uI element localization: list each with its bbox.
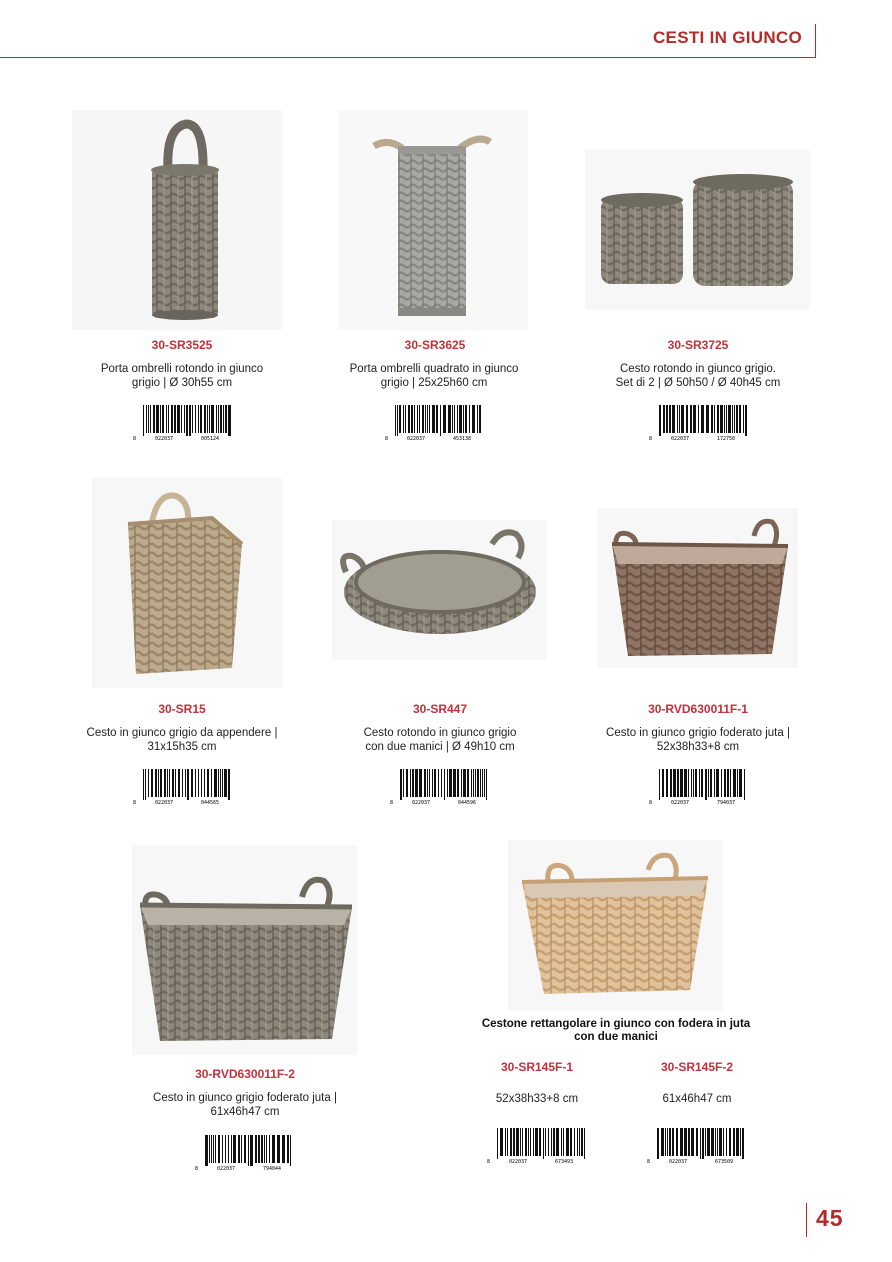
page-number-divider <box>806 1203 807 1237</box>
barcode <box>388 768 493 806</box>
product-description: Porta ombrelli quadrato in giunco grigio | 25x25h60 cm <box>349 363 519 389</box>
barcode <box>645 1127 750 1165</box>
page-title: CESTI IN GIUNCO <box>652 28 802 47</box>
barcode-digits-right: 794044 <box>263 1166 282 1172</box>
product-code: 30-RVD630011F-2 <box>195 1067 295 1081</box>
variant-size: 61x46h47 cm <box>662 1093 732 1105</box>
product-code: 30-SR3625 <box>404 338 466 352</box>
barcode <box>193 1134 298 1172</box>
barcode-digits-right: 005124 <box>201 436 220 442</box>
barcode-digit-lead: 8 <box>647 1159 651 1165</box>
product-photo-hanging-basket <box>92 478 282 688</box>
barcode-digits-right: 172750 <box>717 436 736 442</box>
barcode-digits-left: 022037 <box>217 1166 236 1172</box>
barcode-digit-lead: 8 <box>133 436 137 442</box>
barcode-digits-right: 673509 <box>715 1159 734 1165</box>
barcode-digits-left: 022037 <box>155 436 174 442</box>
barcode-bars <box>143 769 230 800</box>
barcode-bars <box>143 405 231 436</box>
barcode-bars <box>400 769 487 800</box>
barcode <box>383 404 488 442</box>
barcode <box>131 768 236 806</box>
barcode-digit-lead: 8 <box>487 1159 491 1165</box>
barcode-digit-lead: 8 <box>195 1166 199 1172</box>
barcode-digits-left: 022037 <box>412 800 431 806</box>
product-code: 30-SR447 <box>412 702 468 716</box>
product-photo-umbrella-square <box>338 110 528 330</box>
header-divider <box>815 24 816 58</box>
product-code: 30-SR3525 <box>151 338 213 352</box>
product-code: 30-RVD630011F-1 <box>648 702 748 716</box>
product-photo-round-tray <box>332 520 547 660</box>
barcode-digit-lead: 8 <box>133 800 137 806</box>
barcode-digits-left: 022037 <box>407 436 426 442</box>
barcode-digit-lead: 8 <box>649 800 653 806</box>
barcode-digit-lead: 8 <box>649 436 653 442</box>
barcode-bars <box>497 1128 585 1159</box>
barcode-digits-left: 022037 <box>671 800 690 806</box>
header-rule <box>0 57 816 58</box>
product-code: 30-SR3725 <box>667 338 729 352</box>
product-photo-lined-basket-large <box>132 845 357 1055</box>
group-title: Cestone rettangolare in giunco con fodera in juta con due manici <box>481 1018 751 1043</box>
product-description: Cesto rotondo in giunco grigio con due manici | Ø 49h10 cm <box>363 727 517 753</box>
product-description: Porta ombrelli rotondo in giunco grigio | Ø 30h55 cm <box>100 363 264 389</box>
barcode-digit-lead: 8 <box>390 800 394 806</box>
barcode-digits-left: 022037 <box>669 1159 688 1165</box>
product-photo-umbrella-round <box>72 110 282 330</box>
barcode-digits-left: 022037 <box>671 436 690 442</box>
barcode-digit-lead: 8 <box>385 436 389 442</box>
barcode <box>647 404 752 442</box>
product-description: Cesto in giunco grigio foderato juta | 61x46h47 cm <box>153 1092 337 1118</box>
barcode-bars <box>205 1135 291 1166</box>
barcode-bars <box>395 405 481 436</box>
barcode-digits-left: 022037 <box>509 1159 528 1165</box>
product-photo-lined-basket <box>598 508 798 668</box>
barcode-digits-left: 022037 <box>155 800 174 806</box>
barcode-bars <box>659 405 747 436</box>
page-number: 45 <box>816 1205 844 1231</box>
product-description: Cesto in giunco grigio da appendere | 31x15h35 cm <box>86 727 278 753</box>
barcode-digits-right: 453138 <box>453 436 472 442</box>
variant-code: 30-SR145F-1 <box>500 1060 574 1074</box>
barcode <box>647 768 752 806</box>
variant-code: 30-SR145F-2 <box>660 1060 734 1074</box>
barcode <box>131 404 236 442</box>
product-code: 30-SR15 <box>158 702 206 716</box>
barcode-digits-right: 673493 <box>555 1159 574 1165</box>
barcode <box>485 1127 590 1165</box>
product-photo-natural-lined-basket <box>508 840 723 1010</box>
product-description: Cesto rotondo in giunco grigio. Set di 2 | Ø 50h50 / Ø 40h45 cm <box>615 363 781 389</box>
barcode-digits-right: 044565 <box>201 800 220 806</box>
variant-size: 52x38h33+8 cm <box>495 1093 579 1105</box>
barcode-digits-right: 044596 <box>458 800 477 806</box>
product-description: Cesto in giunco grigio foderato juta | 52x38h33+8 cm <box>606 727 790 753</box>
product-photo-round-set <box>585 150 810 310</box>
barcode-bars <box>659 769 745 800</box>
barcode-digits-right: 794037 <box>717 800 736 806</box>
barcode-bars <box>657 1128 744 1159</box>
